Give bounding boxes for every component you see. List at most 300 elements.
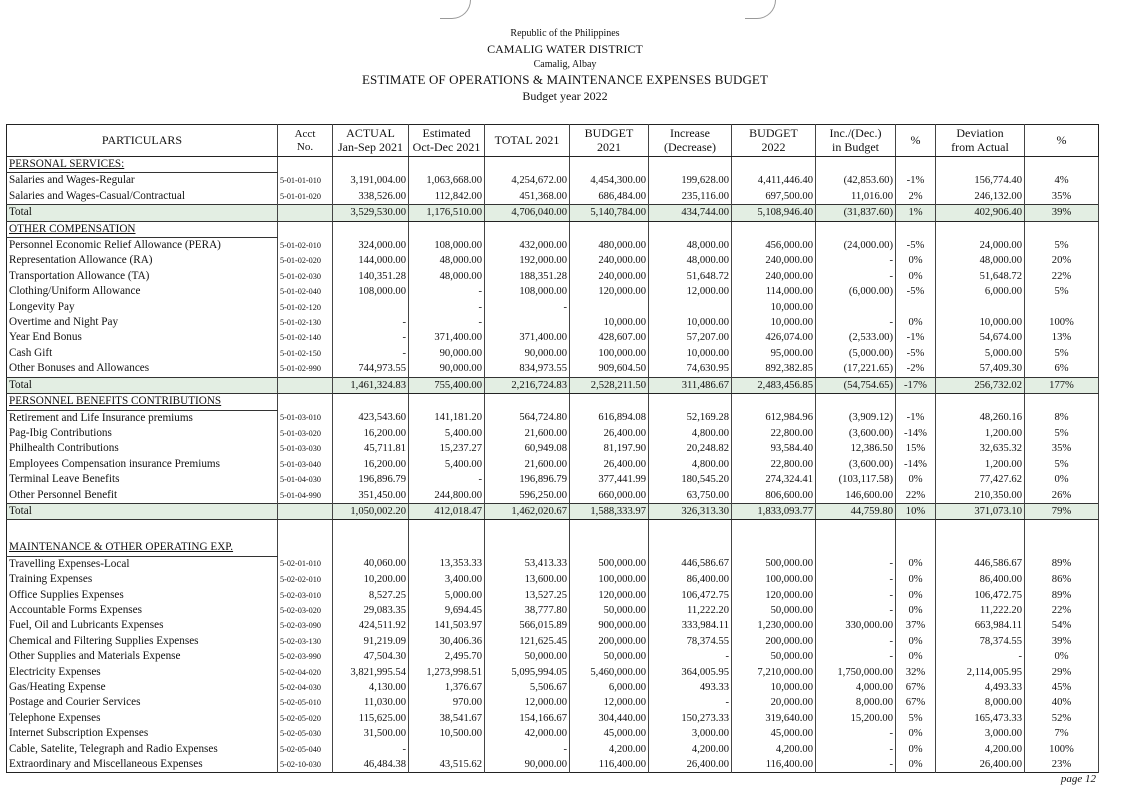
- deviation-cell: [936, 394, 1025, 410]
- budget-2021-cell: 116,400.00: [570, 757, 649, 773]
- increase-cell: 12,000.00: [649, 284, 732, 299]
- deviation-cell: [936, 300, 1025, 315]
- estimated-cell: 5,400.00: [409, 426, 485, 441]
- percent-cell: -14%: [896, 426, 936, 441]
- col-estimated: Estimated Oct-Dec 2021: [409, 125, 485, 157]
- acct-no-cell: 5-01-04-030: [278, 472, 333, 487]
- increase-cell: 20,248.82: [649, 441, 732, 456]
- budget-2022-cell: 697,500.00: [732, 189, 816, 205]
- deviation-cell: 4,200.00: [936, 742, 1025, 757]
- total-row: [7, 377, 1099, 393]
- inc-dec-budget-cell: [816, 157, 896, 173]
- actual-cell: 47,504.30: [333, 649, 409, 664]
- increase-cell: 86,400.00: [649, 572, 732, 587]
- budget-2022-cell: 500,000.00: [732, 556, 816, 572]
- budget-2022-cell: 100,000.00: [732, 572, 816, 587]
- increase-cell: 57,207.00: [649, 330, 732, 345]
- actual-cell: 196,896.79: [333, 472, 409, 487]
- acct-no-cell: 5-01-02-030: [278, 269, 333, 284]
- percent-cell: 0%: [896, 269, 936, 284]
- actual-cell: 424,511.92: [333, 618, 409, 633]
- table-row: [7, 173, 1099, 189]
- particulars-cell: Cash Gift: [7, 346, 278, 361]
- total-2021-cell: 564,724.80: [485, 410, 570, 426]
- inc-dec-budget-cell: -: [816, 634, 896, 649]
- percent-cell: -5%: [896, 238, 936, 254]
- table-row: [7, 603, 1099, 618]
- percent-cell: 5%: [896, 711, 936, 726]
- acct-no-cell: 5-02-05-040: [278, 742, 333, 757]
- total-2021-cell: 192,000.00: [485, 253, 570, 268]
- budget-2021-cell: 45,000.00: [570, 726, 649, 741]
- estimated-cell: [409, 157, 485, 173]
- table-row: [7, 426, 1099, 441]
- acct-no-cell: 5-01-02-020: [278, 253, 333, 268]
- deviation-cell: 1,200.00: [936, 457, 1025, 472]
- deviation-cell: 6,000.00: [936, 284, 1025, 299]
- budget-2021-cell: 10,000.00: [570, 315, 649, 330]
- percent-deviation-cell: 52%: [1025, 711, 1099, 726]
- page-edge-curve: [745, 0, 776, 19]
- col-total-2021: TOTAL 2021: [485, 125, 570, 157]
- total-2021-cell: [485, 540, 570, 556]
- particulars-cell: OTHER COMPENSATION: [7, 221, 278, 237]
- estimated-cell: [409, 742, 485, 757]
- inc-dec-budget-cell: (2,533.00): [816, 330, 896, 345]
- inc-dec-budget-cell: [816, 221, 896, 237]
- header-budget-year: Budget year 2022: [522, 89, 608, 103]
- acct-no-cell: [278, 520, 333, 541]
- actual-cell: [333, 300, 409, 315]
- total-2021-cell: 1,462,020.67: [485, 503, 570, 519]
- particulars-cell: Salaries and Wages-Casual/Contractual: [7, 189, 278, 205]
- percent-deviation-cell: 22%: [1025, 603, 1099, 618]
- budget-2021-cell: 1,588,333.97: [570, 503, 649, 519]
- increase-cell: 63,750.00: [649, 488, 732, 504]
- particulars-cell: Year End Bonus: [7, 330, 278, 345]
- percent-deviation-cell: [1025, 300, 1099, 315]
- percent-deviation-cell: 22%: [1025, 269, 1099, 284]
- deviation-cell: 11,222.20: [936, 603, 1025, 618]
- acct-no-cell: 5-01-01-010: [278, 173, 333, 189]
- estimated-cell: 10,500.00: [409, 726, 485, 741]
- budget-2022-cell: 93,584.40: [732, 441, 816, 456]
- estimated-cell: -: [409, 472, 485, 487]
- actual-cell: 1,050,002.20: [333, 503, 409, 519]
- budget-2022-cell: 806,600.00: [732, 488, 816, 504]
- total-2021-cell: -: [485, 742, 570, 757]
- percent-cell: 1%: [896, 205, 936, 221]
- particulars-cell: Total: [7, 503, 278, 519]
- acct-no-cell: [278, 503, 333, 519]
- inc-dec-budget-cell: [816, 540, 896, 556]
- budget-2021-cell: [570, 394, 649, 410]
- estimated-cell: 141,181.20: [409, 410, 485, 426]
- inc-dec-budget-cell: 11,016.00: [816, 189, 896, 205]
- budget-2022-cell: 200,000.00: [732, 634, 816, 649]
- deviation-cell: [936, 157, 1025, 173]
- total-2021-cell: 108,000.00: [485, 284, 570, 299]
- total-2021-cell: 13,600.00: [485, 572, 570, 587]
- increase-cell: -: [649, 695, 732, 710]
- actual-cell: 140,351.28: [333, 269, 409, 284]
- percent-deviation-cell: 100%: [1025, 742, 1099, 757]
- table-row: [7, 680, 1099, 695]
- budget-2021-cell: 4,454,300.00: [570, 173, 649, 189]
- increase-cell: [649, 394, 732, 410]
- total-2021-cell: 371,400.00: [485, 330, 570, 345]
- increase-cell: 446,586.67: [649, 556, 732, 572]
- budget-2022-cell: 5,108,946.40: [732, 205, 816, 221]
- percent-cell: -5%: [896, 284, 936, 299]
- total-2021-cell: 121,625.45: [485, 634, 570, 649]
- deviation-cell: 371,073.10: [936, 503, 1025, 519]
- estimated-cell: 412,018.47: [409, 503, 485, 519]
- estimated-cell: [409, 394, 485, 410]
- estimated-cell: [409, 221, 485, 237]
- percent-deviation-cell: 0%: [1025, 649, 1099, 664]
- inc-dec-budget-cell: (103,117.58): [816, 472, 896, 487]
- budget-2022-cell: 240,000.00: [732, 269, 816, 284]
- inc-dec-budget-cell: [816, 394, 896, 410]
- inc-dec-budget-cell: -: [816, 742, 896, 757]
- total-2021-cell: 60,949.08: [485, 441, 570, 456]
- percent-cell: -14%: [896, 457, 936, 472]
- actual-cell: 40,060.00: [333, 556, 409, 572]
- actual-cell: [333, 221, 409, 237]
- budget-2022-cell: [732, 540, 816, 556]
- actual-cell: 144,000.00: [333, 253, 409, 268]
- particulars-cell: Other Bonuses and Allowances: [7, 361, 278, 377]
- budget-table: [6, 124, 1099, 773]
- budget-2021-cell: 5,460,000.00: [570, 665, 649, 680]
- total-2021-cell: [485, 157, 570, 173]
- budget-2021-cell: 909,604.50: [570, 361, 649, 377]
- deviation-cell: 4,493.33: [936, 680, 1025, 695]
- increase-cell: [649, 221, 732, 237]
- acct-no-cell: 5-02-03-990: [278, 649, 333, 664]
- percent-deviation-cell: 5%: [1025, 284, 1099, 299]
- increase-cell: 48,000.00: [649, 238, 732, 254]
- actual-cell: 338,526.00: [333, 189, 409, 205]
- particulars-cell: Retirement and Life Insurance premiums: [7, 410, 278, 426]
- section-header-row: [7, 540, 1099, 556]
- percent-cell: [896, 157, 936, 173]
- col-increase: Increase (Decrease): [649, 125, 732, 157]
- acct-no-cell: [278, 157, 333, 173]
- section-header-row: [7, 157, 1099, 173]
- total-2021-cell: 42,000.00: [485, 726, 570, 741]
- inc-dec-budget-cell: -: [816, 315, 896, 330]
- particulars-cell: Other Personnel Benefit: [7, 488, 278, 504]
- percent-deviation-cell: 4%: [1025, 173, 1099, 189]
- percent-deviation-cell: 5%: [1025, 426, 1099, 441]
- estimated-cell: -: [409, 300, 485, 315]
- acct-no-cell: 5-02-05-030: [278, 726, 333, 741]
- budget-2022-cell: [732, 157, 816, 173]
- particulars-cell: Personnel Economic Relief Allowance (PERA): [7, 238, 278, 254]
- inc-dec-budget-cell: 12,386.50: [816, 441, 896, 456]
- increase-cell: 10,000.00: [649, 346, 732, 361]
- increase-cell: 106,472.75: [649, 588, 732, 603]
- acct-no-cell: 5-01-02-010: [278, 238, 333, 254]
- percent-cell: 0%: [896, 315, 936, 330]
- actual-cell: -: [333, 315, 409, 330]
- acct-no-cell: 5-02-02-010: [278, 572, 333, 587]
- table-row: [7, 346, 1099, 361]
- particulars-cell: Representation Allowance (RA): [7, 253, 278, 268]
- header-agency: CAMALIG WATER DISTRICT: [487, 42, 643, 56]
- inc-dec-budget-cell: (54,754.65): [816, 377, 896, 393]
- budget-2022-cell: 116,400.00: [732, 757, 816, 773]
- estimated-cell: [409, 540, 485, 556]
- actual-cell: 324,000.00: [333, 238, 409, 254]
- estimated-cell: 43,515.62: [409, 757, 485, 773]
- estimated-cell: 3,400.00: [409, 572, 485, 587]
- percent-cell: [896, 540, 936, 556]
- total-2021-cell: 596,250.00: [485, 488, 570, 504]
- percent-cell: 22%: [896, 488, 936, 504]
- actual-cell: -: [333, 346, 409, 361]
- increase-cell: [649, 300, 732, 315]
- percent-cell: 67%: [896, 695, 936, 710]
- table-row: [7, 665, 1099, 680]
- estimated-cell: 1,063,668.00: [409, 173, 485, 189]
- percent-deviation-cell: 6%: [1025, 361, 1099, 377]
- particulars-cell: PERSONNEL BENEFITS CONTRIBUTIONS: [7, 394, 278, 410]
- percent-deviation-cell: 54%: [1025, 618, 1099, 633]
- budget-2022-cell: 612,984.96: [732, 410, 816, 426]
- budget-2022-cell: 120,000.00: [732, 588, 816, 603]
- table-row: [7, 649, 1099, 664]
- total-2021-cell: [485, 221, 570, 237]
- budget-2022-cell: 426,074.00: [732, 330, 816, 345]
- inc-dec-budget-cell: (24,000.00): [816, 238, 896, 254]
- estimated-cell: 38,541.67: [409, 711, 485, 726]
- percent-cell: -1%: [896, 330, 936, 345]
- total-2021-cell: 53,413.33: [485, 556, 570, 572]
- inc-dec-budget-cell: 330,000.00: [816, 618, 896, 633]
- estimated-cell: 90,000.00: [409, 361, 485, 377]
- particulars-cell: Travelling Expenses-Local: [7, 556, 278, 572]
- percent-cell: 0%: [896, 472, 936, 487]
- percent-cell: -1%: [896, 410, 936, 426]
- total-row: [7, 205, 1099, 221]
- particulars-cell: Telephone Expenses: [7, 711, 278, 726]
- percent-deviation-cell: [1025, 157, 1099, 173]
- percent-cell: 0%: [896, 603, 936, 618]
- deviation-cell: 210,350.00: [936, 488, 1025, 504]
- particulars-cell: Accountable Forms Expenses: [7, 603, 278, 618]
- percent-cell: -2%: [896, 361, 936, 377]
- actual-cell: 4,130.00: [333, 680, 409, 695]
- actual-cell: 3,821,995.54: [333, 665, 409, 680]
- deviation-cell: 106,472.75: [936, 588, 1025, 603]
- estimated-cell: 112,842.00: [409, 189, 485, 205]
- increase-cell: 326,313.30: [649, 503, 732, 519]
- percent-deviation-cell: 13%: [1025, 330, 1099, 345]
- particulars-cell: Clothing/Uniform Allowance: [7, 284, 278, 299]
- deviation-cell: 32,635.32: [936, 441, 1025, 456]
- col-budget-2021: BUDGET 2021: [570, 125, 649, 157]
- budget-2021-cell: [570, 520, 649, 541]
- budget-2021-cell: 26,400.00: [570, 457, 649, 472]
- inc-dec-budget-cell: -: [816, 649, 896, 664]
- budget-2022-cell: 274,324.41: [732, 472, 816, 487]
- deviation-cell: 86,400.00: [936, 572, 1025, 587]
- inc-dec-budget-cell: [816, 300, 896, 315]
- total-2021-cell: 566,015.89: [485, 618, 570, 633]
- deviation-cell: 1,200.00: [936, 426, 1025, 441]
- deviation-cell: 48,260.16: [936, 410, 1025, 426]
- percent-deviation-cell: 5%: [1025, 238, 1099, 254]
- deviation-cell: -: [936, 649, 1025, 664]
- increase-cell: 11,222.20: [649, 603, 732, 618]
- table-row: [7, 189, 1099, 205]
- deviation-cell: 246,132.00: [936, 189, 1025, 205]
- inc-dec-budget-cell: (5,000.00): [816, 346, 896, 361]
- estimated-cell: 1,273,998.51: [409, 665, 485, 680]
- table-row: [7, 695, 1099, 710]
- inc-dec-budget-cell: 1,750,000.00: [816, 665, 896, 680]
- total-2021-cell: 21,600.00: [485, 426, 570, 441]
- budget-2022-cell: 2,483,456.85: [732, 377, 816, 393]
- percent-deviation-cell: [1025, 520, 1099, 541]
- percent-cell: 0%: [896, 757, 936, 773]
- actual-cell: 46,484.38: [333, 757, 409, 773]
- particulars-cell: Chemical and Filtering Supplies Expenses: [7, 634, 278, 649]
- actual-cell: [333, 540, 409, 556]
- actual-cell: 11,030.00: [333, 695, 409, 710]
- budget-2022-cell: 4,200.00: [732, 742, 816, 757]
- percent-deviation-cell: 89%: [1025, 556, 1099, 572]
- deviation-cell: [936, 221, 1025, 237]
- percent-deviation-cell: [1025, 394, 1099, 410]
- page-edge-curve: [440, 0, 471, 19]
- acct-no-cell: 5-01-03-040: [278, 457, 333, 472]
- particulars-cell: Postage and Courier Services: [7, 695, 278, 710]
- table-row: [7, 556, 1099, 572]
- particulars-cell: MAINTENANCE & OTHER OPERATING EXP.: [7, 540, 278, 556]
- table-row: [7, 472, 1099, 487]
- budget-2022-cell: 1,833,093.77: [732, 503, 816, 519]
- table-row: [7, 315, 1099, 330]
- total-2021-cell: [485, 520, 570, 541]
- percent-deviation-cell: 79%: [1025, 503, 1099, 519]
- col-actual: ACTUAL Jan-Sep 2021: [333, 125, 409, 157]
- particulars-cell: Internet Subscription Expenses: [7, 726, 278, 741]
- acct-no-cell: 5-01-02-120: [278, 300, 333, 315]
- estimated-cell: 1,176,510.00: [409, 205, 485, 221]
- acct-no-cell: 5-01-01-020: [278, 189, 333, 205]
- percent-deviation-cell: 8%: [1025, 410, 1099, 426]
- percent-deviation-cell: 89%: [1025, 588, 1099, 603]
- budget-2022-cell: [732, 520, 816, 541]
- particulars-cell: [7, 520, 278, 541]
- increase-cell: [649, 540, 732, 556]
- total-2021-cell: [485, 315, 570, 330]
- inc-dec-budget-cell: -: [816, 269, 896, 284]
- acct-no-cell: [278, 394, 333, 410]
- table-row: [7, 253, 1099, 268]
- budget-2021-cell: 616,894.08: [570, 410, 649, 426]
- spacer-row: [7, 520, 1099, 541]
- estimated-cell: 371,400.00: [409, 330, 485, 345]
- particulars-cell: Extraordinary and Miscellaneous Expenses: [7, 757, 278, 773]
- increase-cell: 4,800.00: [649, 457, 732, 472]
- budget-2021-cell: 900,000.00: [570, 618, 649, 633]
- budget-2021-cell: 100,000.00: [570, 346, 649, 361]
- percent-deviation-cell: 39%: [1025, 205, 1099, 221]
- table-row: [7, 488, 1099, 504]
- table-row: [7, 330, 1099, 345]
- acct-no-cell: 5-02-05-010: [278, 695, 333, 710]
- total-2021-cell: 13,527.25: [485, 588, 570, 603]
- header-location: Camalig, Albay: [533, 59, 597, 70]
- deviation-cell: 51,648.72: [936, 269, 1025, 284]
- budget-2021-cell: 5,140,784.00: [570, 205, 649, 221]
- inc-dec-budget-cell: 8,000.00: [816, 695, 896, 710]
- deviation-cell: 78,374.55: [936, 634, 1025, 649]
- estimated-cell: 9,694.45: [409, 603, 485, 618]
- increase-cell: [649, 157, 732, 173]
- total-2021-cell: -: [485, 300, 570, 315]
- acct-no-cell: 5-01-02-040: [278, 284, 333, 299]
- budget-2022-cell: 10,000.00: [732, 300, 816, 315]
- budget-2021-cell: 500,000.00: [570, 556, 649, 572]
- percent-cell: 0%: [896, 649, 936, 664]
- actual-cell: 351,450.00: [333, 488, 409, 504]
- percent-deviation-cell: 100%: [1025, 315, 1099, 330]
- acct-no-cell: 5-02-04-030: [278, 680, 333, 695]
- inc-dec-budget-cell: [816, 520, 896, 541]
- particulars-cell: Electricity Expenses: [7, 665, 278, 680]
- percent-deviation-cell: 35%: [1025, 189, 1099, 205]
- total-2021-cell: 38,777.80: [485, 603, 570, 618]
- acct-no-cell: 5-01-02-130: [278, 315, 333, 330]
- budget-2022-cell: 10,000.00: [732, 680, 816, 695]
- budget-2021-cell: 26,400.00: [570, 426, 649, 441]
- estimated-cell: 141,503.97: [409, 618, 485, 633]
- percent-cell: 2%: [896, 189, 936, 205]
- acct-no-cell: [278, 377, 333, 393]
- col-budget-2022: BUDGET 2022: [732, 125, 816, 157]
- table-row: [7, 238, 1099, 254]
- actual-cell: 45,711.81: [333, 441, 409, 456]
- percent-cell: [896, 520, 936, 541]
- percent-cell: -17%: [896, 377, 936, 393]
- estimated-cell: 244,800.00: [409, 488, 485, 504]
- table-row: [7, 441, 1099, 456]
- increase-cell: 51,648.72: [649, 269, 732, 284]
- deviation-cell: 8,000.00: [936, 695, 1025, 710]
- particulars-cell: Training Expenses: [7, 572, 278, 587]
- acct-no-cell: 5-01-03-030: [278, 441, 333, 456]
- acct-no-cell: 5-01-03-010: [278, 410, 333, 426]
- estimated-cell: 48,000.00: [409, 269, 485, 284]
- inc-dec-budget-cell: -: [816, 726, 896, 741]
- actual-cell: 115,625.00: [333, 711, 409, 726]
- budget-2021-cell: 2,528,211.50: [570, 377, 649, 393]
- deviation-cell: 156,774.40: [936, 173, 1025, 189]
- estimated-cell: -: [409, 284, 485, 299]
- budget-2022-cell: 892,382.85: [732, 361, 816, 377]
- table-row: [7, 726, 1099, 741]
- inc-dec-budget-cell: 15,200.00: [816, 711, 896, 726]
- deviation-cell: 3,000.00: [936, 726, 1025, 741]
- percent-cell: [896, 221, 936, 237]
- inc-dec-budget-cell: (6,000.00): [816, 284, 896, 299]
